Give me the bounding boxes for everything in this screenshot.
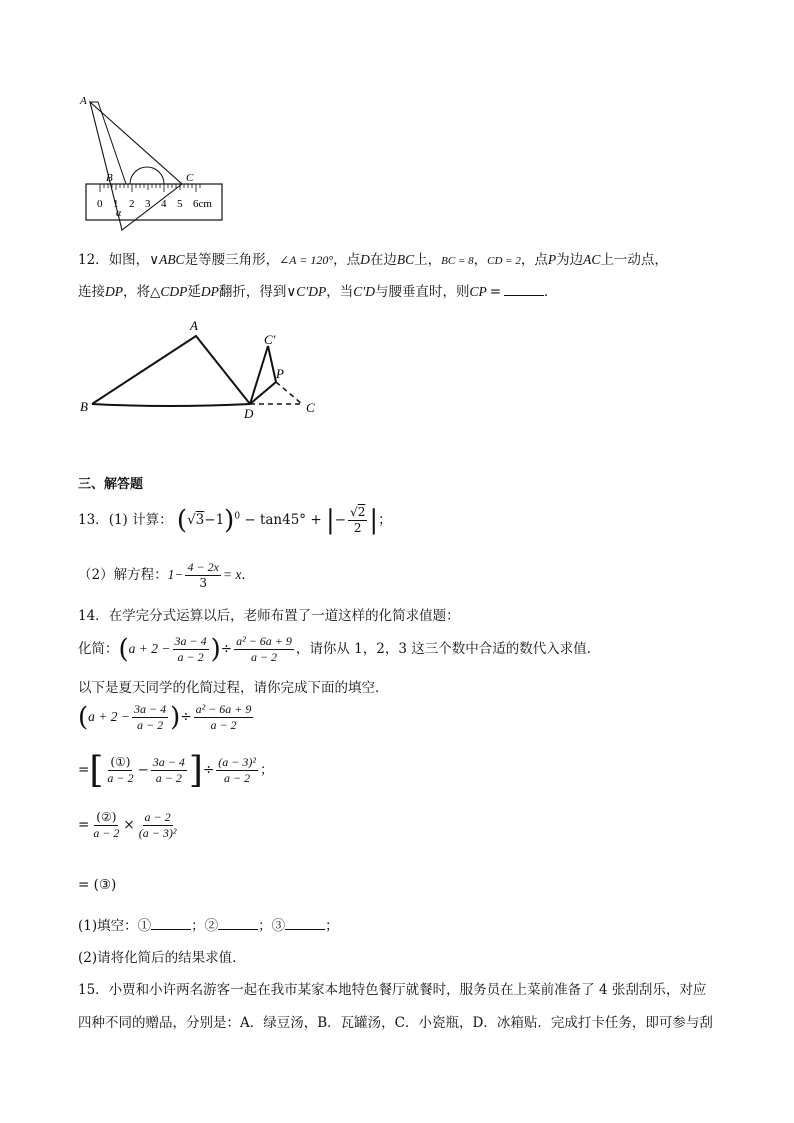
q12-triangle: ∨ABC [149,252,185,267]
equals-x: = x [222,567,242,582]
q12-text: ，当 [326,284,354,300]
q12-text: 为边 [556,252,584,268]
blank-2: ② [100,810,112,824]
ruler-tick-4: 4 [161,198,167,210]
q12-text: 延 [187,284,201,300]
q12-number: 12． [78,252,109,268]
equals-sign: = [78,817,90,833]
label-B: B [80,399,88,414]
q12-text: 上， [414,252,442,268]
segment-pc [276,382,302,404]
ruler-tick-1: 1 [113,198,119,210]
fill-2-blank[interactable] [218,917,258,930]
q12-text: ． [544,284,558,300]
denominator: a − 2 [177,650,204,664]
label-A: A [80,95,87,107]
label-P: P [276,366,284,381]
fraction-2 [194,702,254,733]
divide-sign: ÷ [220,641,233,657]
label-D: D [244,406,254,421]
a-plus-2: a + 2 − [88,709,131,724]
a-plus-2: a + 2 − [128,641,171,656]
minus-sign: − [137,762,149,778]
equation-fraction [185,560,220,591]
q13-number: 13． [78,512,109,528]
sqrt-sign: √ [350,505,358,519]
q14-number: 14． [78,608,109,624]
label-B: B [106,172,113,184]
denominator: a − 2 [224,771,251,785]
numerator: a² − 6a + 9 [195,702,252,716]
one-minus: 1− [167,567,184,582]
q12-text: 如图， [108,252,150,268]
minus-one: −1 [204,512,225,528]
numerator: a² − 6a + 9 [236,634,292,648]
q12-text: ，点 [333,252,361,268]
ruler-tick-6: 6cm [193,198,212,210]
q12-point-d: D [360,252,370,267]
fraction-2 [234,634,294,665]
numerator: (a − 3)² [218,755,256,769]
numerator: 3a − 4 [174,634,207,648]
label-C: C [306,400,315,415]
q12-segment-dp: DP [200,284,219,299]
fill-3-label: ③ [271,918,286,934]
sqrt2-over-2 [348,505,367,536]
q12-text: 翻折，得到 [218,284,287,300]
q12-cd-length: CD = 2 [487,255,521,267]
q14-step-1 [78,702,255,733]
bracket-open: [ [89,750,104,791]
period: ． [241,567,255,583]
q12-segment-cp: CP [469,284,487,299]
protractor-arc [130,167,164,184]
fraction-1 [173,634,209,665]
q12-side-bc: BC [396,252,415,267]
q14-problem [78,634,600,665]
ruler-triangle-figure [78,92,228,232]
q13-part1-label: (1) 计算： [108,512,173,528]
fill-3-blank[interactable] [285,917,325,930]
abs-bar-right: | [369,505,379,536]
side-bd [92,404,250,406]
denominator: a − 2 [137,718,164,732]
denominator: a − 2 [107,771,134,785]
ruler-tick-5: 5 [177,198,183,210]
q13-part2 [78,560,255,591]
fill-label: (1)填空： [78,918,138,934]
label-A: A [190,318,198,333]
q12-text: 在边 [369,252,397,268]
simplify-label: 化简： [78,641,119,657]
circle-1-fraction [105,755,135,786]
q12-text: 与腰垂直时，则 [374,284,470,300]
q12-line-2 [78,280,558,300]
denominator: 3 [199,576,207,590]
q12-bc-length: BC = 8 [441,255,474,267]
fill-1-label: ① [137,918,152,934]
exponent-zero: 0 [234,511,241,522]
numerator: a − 2 [144,810,171,824]
triangle-fold-figure [78,312,328,422]
q13-part1 [78,505,392,536]
tan-term: − tan45° + [244,512,322,528]
label-C: C [186,172,194,184]
q12-line-1 [78,248,668,268]
equals-sign: = [78,762,90,778]
paren-open: ( [118,634,129,665]
fraction-1 [151,755,187,786]
ruler-tick-3: 3 [145,198,151,210]
q14-part2: (2)请将化简后的结果求值． [78,950,246,966]
sqrt-3: 3 [195,512,205,528]
fill-2-label: ② [204,918,219,934]
divide-sign: ÷ [202,762,215,778]
q12-text: = [489,284,502,300]
semicolon: ； [259,762,274,778]
denominator: a − 2 [250,650,278,664]
q12-angle: ∠A = 120° [279,253,334,267]
paren-open: ( [176,505,188,536]
reciprocal-fraction [137,810,179,841]
semicolon: ； [378,512,392,528]
bracket-close: ] [188,750,203,791]
separator: ； [191,918,205,934]
q12-text: 上一动点， [600,252,668,268]
ruler-tick-2: 2 [129,198,135,210]
separator: ； [258,918,272,934]
fraction-1 [132,702,168,733]
set-square-triangle [90,102,182,230]
fill-1-blank[interactable] [151,917,191,930]
blank-1: ① [115,755,126,769]
paren-close: ) [210,634,221,665]
q13-part2-label: （2）解方程： [78,567,168,583]
numerator: 4 − 2x [187,560,219,574]
q14-process: 以下是夏天同学的化简过程，请你完成下面的填空． [78,680,389,696]
numerator: (②) [96,810,117,824]
label-C-prime: C′ [264,332,276,347]
separator: ； [325,918,339,934]
denominator: a − 2 [93,826,120,840]
denominator: a − 2 [155,771,182,785]
numerator: 3a − 4 [134,702,167,716]
q15-line-1: 15．小贾和小许两名游客一起在我市某家本地特色餐厅就餐时，服务员在上菜前准备了 4 张刮刮乐，对应 [78,982,707,998]
denominator: 2 [353,521,362,535]
paren-open: ( [78,702,89,733]
negative-sign: − [334,512,347,528]
paren-close: ) [170,702,181,733]
segment-c2p [268,346,276,382]
circle-2-fraction [91,810,121,841]
paren-close: ) [224,505,235,536]
times-sign: × [123,817,135,833]
q12-triangle-cdp: CDP [160,284,188,299]
numerator: (①) [110,755,131,769]
numerator: 3a − 4 [152,755,185,769]
q14-step-3 [78,810,180,841]
q12-segment-c2d: C′D [353,284,375,299]
label-alpha: α [116,208,122,219]
q14-step-2 [78,750,273,791]
q12-text: ，点 [520,252,548,268]
q14-intro [78,604,460,624]
q12-text: 是等腰三角形， [184,252,280,268]
q12-side-ac: AC [583,252,601,267]
q14-step-4: = (③) [78,877,117,893]
divide-sign: ÷ [180,709,192,725]
q12-point-p: P [547,252,557,267]
q12-text: ， [473,252,488,268]
q15-line-2: 四种不同的赠品，分别是：A．绿豆汤，B．瓦罐汤，C．小瓷瓶，D．冰箱贴．完成打卡任务，即可参与刮 [78,1015,713,1031]
denominator: a − 2 [210,718,237,732]
choose-text: ，请你从 1，2，3 这三个数中合适的数代入求值． [295,641,601,657]
side-ba [92,336,250,404]
q14-intro-text: 在学完分式运算以后，老师布置了一道这样的化简求值题： [108,608,460,624]
q12-triangle-c2dp: ∨C′DP [286,284,327,299]
q12-text: 连接 [78,284,105,300]
section-title: 三、解答题 [78,477,144,492]
sqrt-2: 2 [357,505,366,519]
q12-answer-blank[interactable] [504,283,544,296]
ruler-tick-0: 0 [97,198,103,210]
q12-text: ，将△ [123,284,161,300]
q14-fill [78,914,339,934]
denominator: (a − 3)² [138,826,177,840]
q12-segment-dp: DP [105,284,123,299]
sqrt-sign: √ [187,512,196,528]
squared-fraction [216,755,258,786]
abs-bar-left: | [325,505,335,536]
